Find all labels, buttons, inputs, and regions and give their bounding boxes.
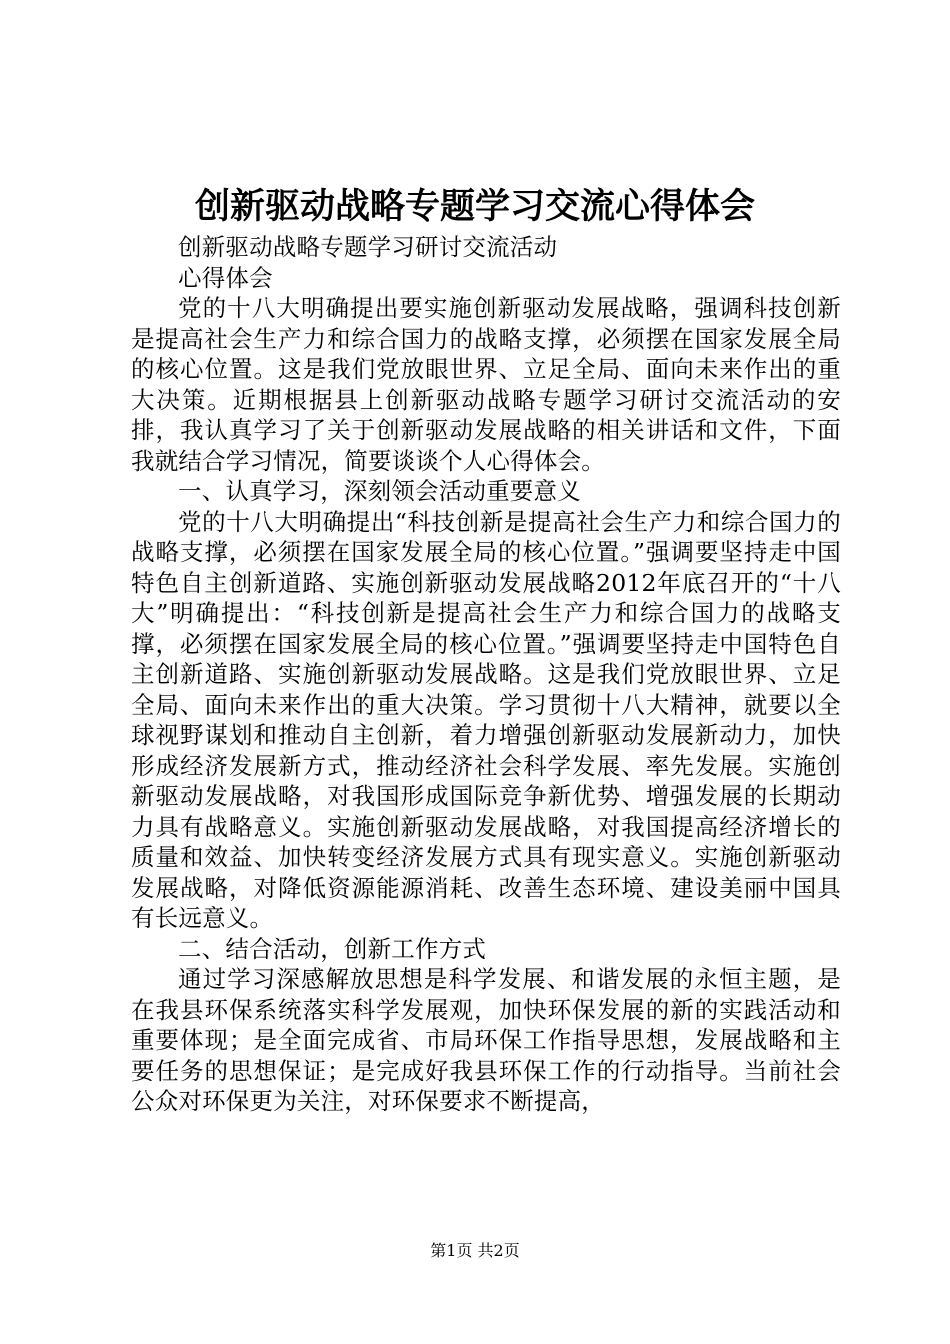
document-title: 创新驱动战略专题学习交流心得体会 — [194, 186, 755, 227]
subtitle-line-2: 心得体会 — [178, 263, 273, 292]
section-heading-1: 一、认真学习，深刻领会活动重要意义 — [178, 477, 581, 505]
subtitle-line-1: 创新驱动战略专题学习研讨交流活动 — [178, 233, 558, 261]
document-body — [131, 232, 841, 1117]
paragraph-intro: 党的十八大明确提出要实施创新驱动发展战略，强调科技创新是提高社会生产力和综合国力的战略支撑，必须摆在国家发展全局的核心位置。这是我们党放眼世界、立足全局、面向未来作出的重大决策。近期根据县上创新驱动战略专题学习研讨交流活动的安排，我认真学习了关于创新驱动发展战略的相关讲话和文件，下面我就结合学习情况，简要谈谈个人心得体会。 — [131, 294, 841, 475]
paragraph-section-1: 党的十八大明确提出“科技创新是提高社会生产力和综合国力的战略支撑，必须摆在国家发展全局的核心位置。”强调要坚持走中国特色自主创新道路、实施创新驱动发展战略2012年底召开的“十八大”明确提出：“科技创新是提高社会生产力和综合国力的战略支撑，必须摆在国家发展全局的核心位置。”强调要坚持走中国特色自主创新道路、实施创新驱动发展战略。这是我们党放眼世界、立足全局、面向未来作出的重大决策。学习贯彻十八大精神，就要以全球视野谋划和推动自主创新，着力增强创新驱动发展新动力，加快形成经济发展新方式，推动经济社会科学发展、率先发展。实施创新驱动发展战略，对我国形成国际竞争新优势、增强发展的长期动力具有战略意义。实施创新驱动发展战略，对我国提高经济增长的质量和效益、加快转变经济发展方式具有现实意义。实施创新驱动发展战略，对降低资源能源消耗、改善生态环境、建设美丽中国具有长远意义。 — [131, 507, 841, 932]
section-heading-2: 二、结合活动，创新工作方式 — [178, 934, 487, 963]
paragraph-section-2: 通过学习深感解放思想是科学发展、和谐发展的永恒主题，是在我县环保系统落实科学发展观，加快环保发展的新的实践活动和重要体现；是全面完成省、市局环保工作指导思想，发展战略和主要任务的思想保证；是完成好我县环保工作的行动指导。当前社会公众对环保更为关注，对环保要求不断提高， — [131, 965, 841, 1115]
page-number-footer: 第1页 共2页 — [430, 1241, 520, 1260]
